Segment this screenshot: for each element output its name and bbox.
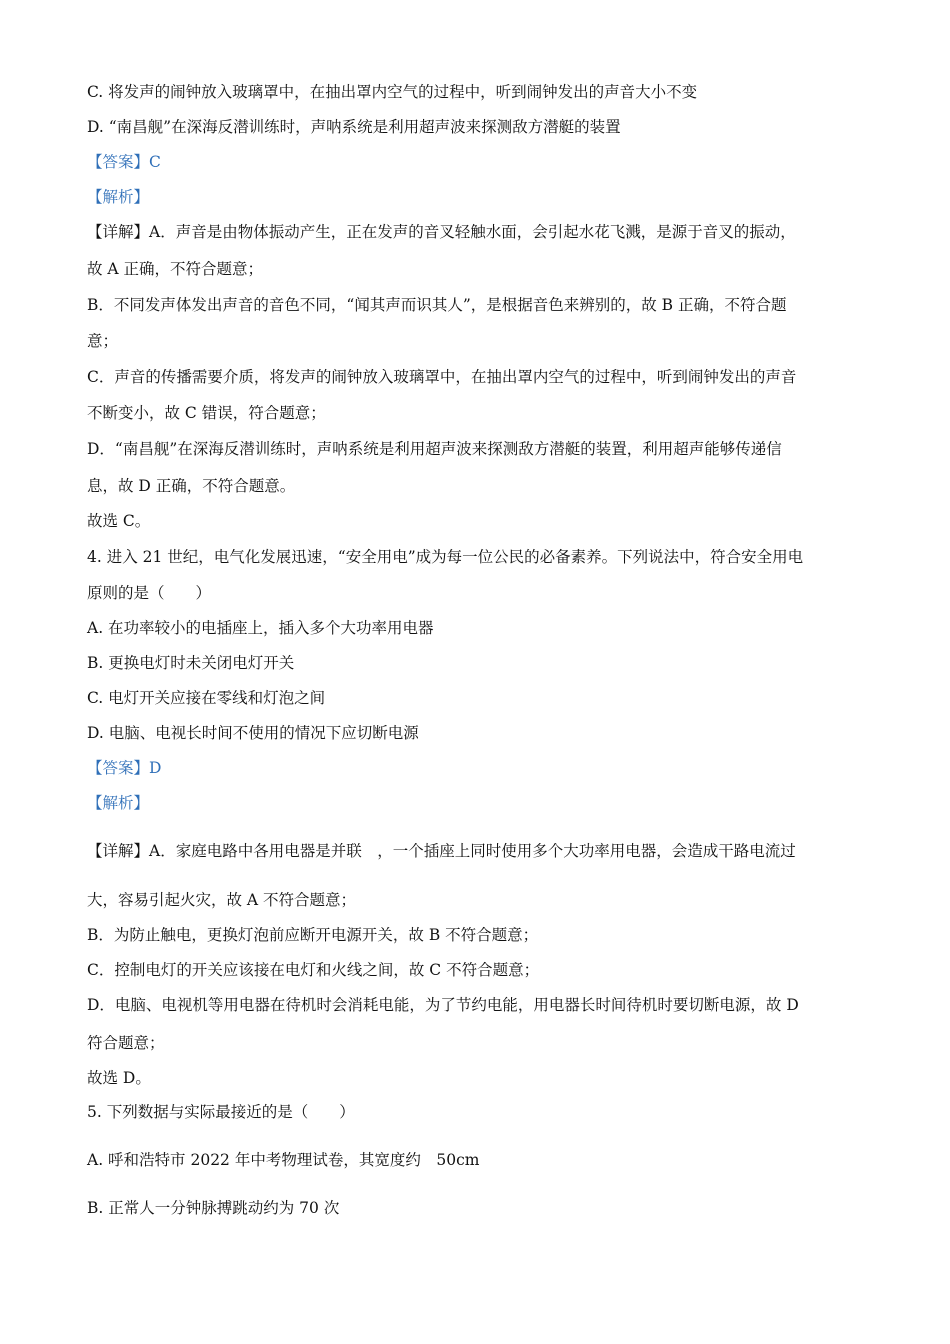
detail-q4-d-line2: 符合题意；	[87, 1034, 165, 1052]
option-b-q4: B. 更换电灯时未关闭电灯开关	[87, 654, 295, 672]
option-d-q4: D. 电脑、电视长时间不使用的情况下应切断电源	[87, 724, 419, 742]
detail-q4-b: B．为防止触电，更换灯泡前应断开电源开关，故 B 不符合题意；	[87, 926, 539, 944]
analysis-label-q4: 【解析】	[87, 794, 150, 812]
answer-q4: 【答案】D	[87, 759, 162, 777]
detail-q3-c-line2: 不断变小，故 C 错误，符合题意；	[87, 404, 326, 422]
option-d-q3: D. “南昌舰”在深海反潜训练时，声呐系统是利用超声波来探测敌方潜艇的装置	[87, 118, 621, 136]
option-c-q4: C. 电灯开关应接在零线和灯泡之间	[87, 689, 326, 707]
option-c-q3: C. 将发声的闹钟放入玻璃罩中，在抽出罩内空气的过程中，听到闹钟发出的声音大小不变	[87, 83, 698, 101]
question-4-line1: 4. 进入 21 世纪，电气化发展迅速，“安全用电”成为每一位公民的必备素养。下列说法中，符合安全用电	[87, 548, 804, 566]
analysis-label-q3: 【解析】	[87, 188, 150, 206]
answer-q3: 【答案】C	[87, 153, 161, 171]
detail-q3-b-line2: 意；	[87, 332, 119, 350]
detail-q4-a-line1: 【详解】A．家庭电路中各用电器是并联 ，一个插座上同时使用多个大功率用电器，会造成干路电流过	[87, 842, 796, 860]
conclusion-q4: 故选 D。	[87, 1069, 151, 1087]
detail-q3-c-line1: C．声音的传播需要介质，将发声的闹钟放入玻璃罩中，在抽出罩内空气的过程中，听到闹钟发出的声音	[87, 368, 797, 386]
detail-q4-c: C．控制电灯的开关应该接在电灯和火线之间，故 C 不符合题意；	[87, 961, 540, 979]
detail-q3-d-line1: D．“南昌舰”在深海反潜训练时，声呐系统是利用超声波来探测敌方潜艇的装置，利用超声能够传递信	[87, 440, 782, 458]
question-4-line2: 原则的是（ ）	[87, 584, 212, 602]
detail-q3-b-line1: B．不同发声体发出声音的音色不同，“闻其声而识其人”，是根据音色来辨别的，故 B 正确，不符合题	[87, 296, 787, 314]
option-b-q5: B. 正常人一分钟脉搏跳动约为 70 次	[87, 1199, 340, 1217]
detail-q3-a-line1: 【详解】A．声音是由物体振动产生，正在发声的音叉轻触水面，会引起水花飞溅，是源于音叉的振动，	[87, 223, 796, 241]
detail-q4-d-line1: D．电脑、电视机等用电器在待机时会消耗电能，为了节约电能，用电器长时间待机时要切断电源，故 D	[87, 996, 799, 1014]
option-a-q4: A. 在功率较小的电插座上，插入多个大功率用电器	[87, 619, 434, 637]
option-a-q5: A. 呼和浩特市 2022 年中考物理试卷，其宽度约 50cm	[87, 1151, 480, 1169]
detail-q3-d-line2: 息，故 D 正确，不符合题意。	[87, 477, 296, 495]
detail-q4-a-line2: 大，容易引起火灾，故 A 不符合题意；	[87, 891, 357, 909]
detail-q3-a-line2: 故 A 正确，不符合题意；	[87, 260, 264, 278]
conclusion-q3: 故选 C。	[87, 512, 151, 530]
question-5: 5. 下列数据与实际最接近的是（ ）	[87, 1103, 355, 1121]
